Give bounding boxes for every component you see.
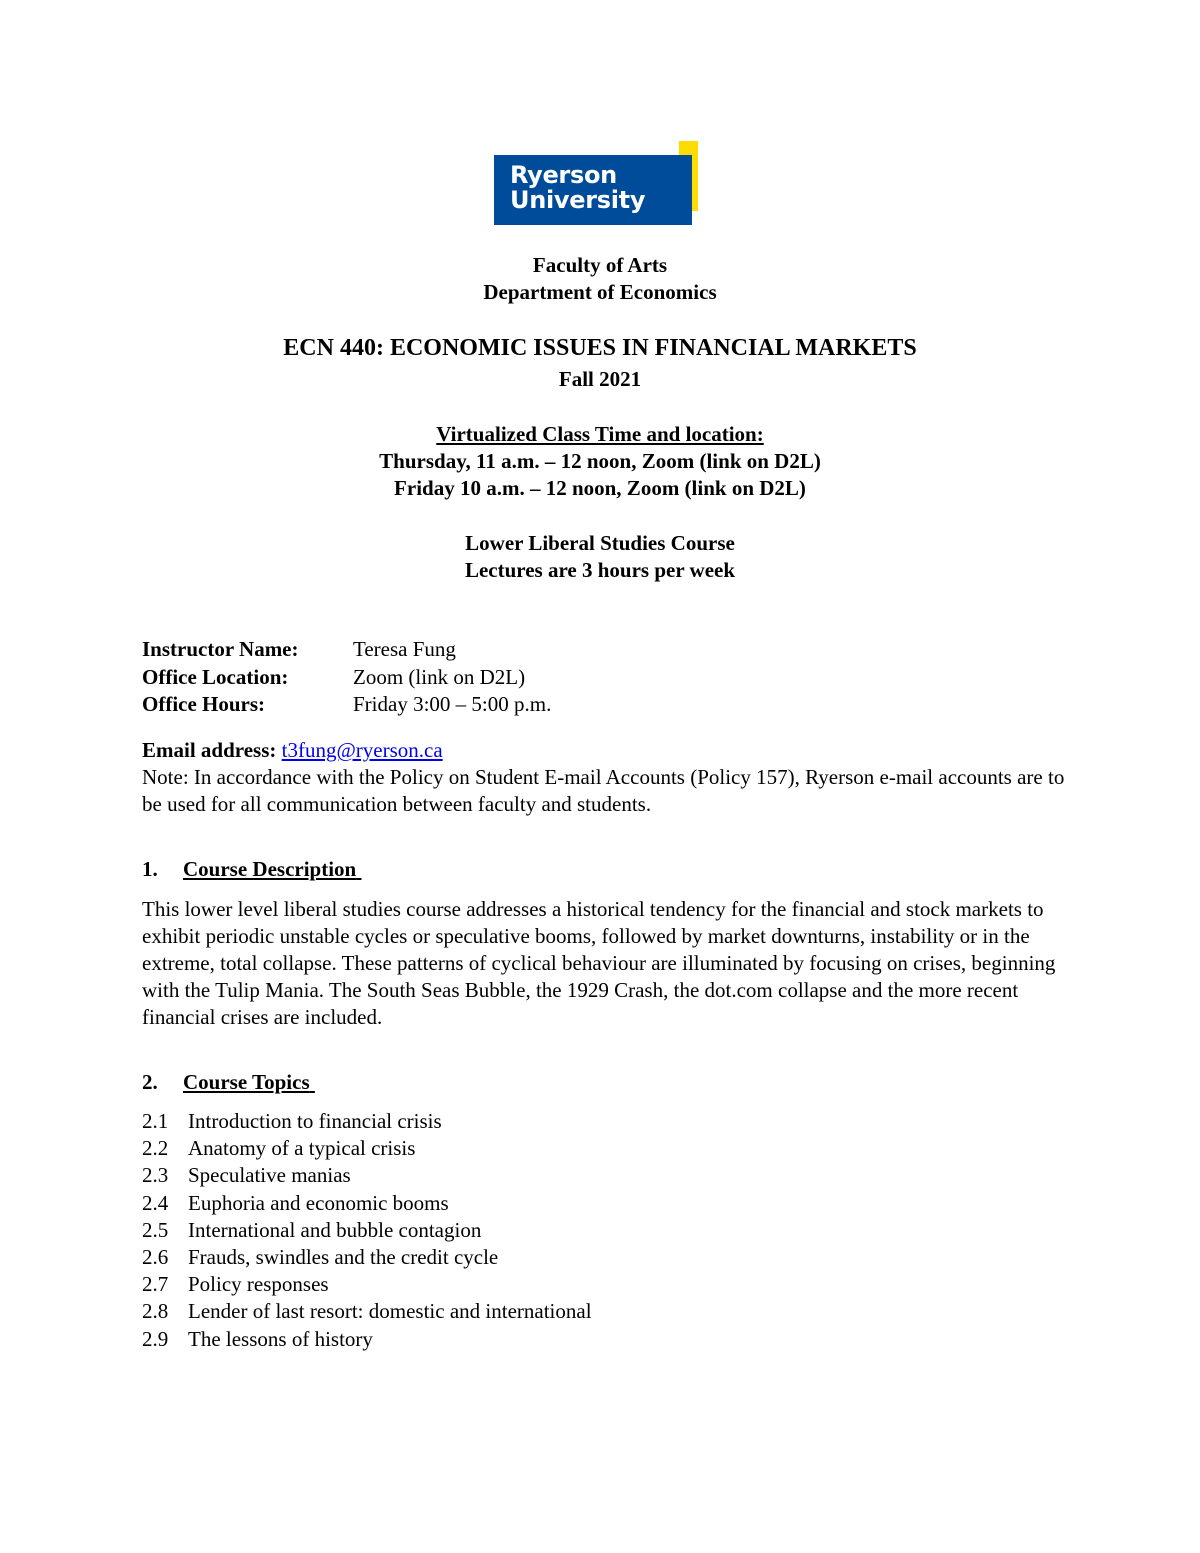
- topic-text: The lessons of history: [188, 1326, 373, 1351]
- topic-text: Introduction to financial crisis: [188, 1109, 442, 1133]
- class-time-heading: [0, 421, 1200, 448]
- section-1-title: Course Description: [183, 857, 357, 881]
- ryerson-logo: [494, 141, 706, 225]
- topic-number: 2.6: [142, 1245, 169, 1270]
- course-term: Fall 2021: [558, 367, 642, 391]
- topic-text: International and bubble contagion: [188, 1217, 482, 1242]
- email-note: Note: In accordance with the Policy on Student E-mail Accounts (Policy 157), Ryerson e-mail accounts are to be used for all communication between faculty and students.: [142, 765, 1065, 816]
- topic-text: Frauds, swindles and the credit cycle: [188, 1245, 499, 1270]
- department-name: Department of Economics: [483, 280, 717, 304]
- list-item: [142, 1108, 592, 1135]
- topic-number: 2.8: [142, 1299, 169, 1324]
- section-2-number: 2.: [142, 1070, 158, 1094]
- topic-text: Policy responses: [188, 1272, 329, 1297]
- section-1-number: 1.: [142, 857, 158, 881]
- office-hours-value: Friday 3:00 – 5:00 p.m.: [353, 692, 552, 716]
- course-title: ECN 440: ECONOMIC ISSUES IN FINANCIAL MARKETS: [283, 335, 917, 361]
- list-item: [142, 1217, 592, 1244]
- section-1-heading: [142, 856, 361, 883]
- instructor-name-value: Teresa Fung: [353, 637, 456, 661]
- topic-number: 2.1: [142, 1109, 169, 1133]
- topic-number: 2.7: [142, 1272, 169, 1297]
- class-time-friday: Friday 10 a.m. – 12 noon, Zoom (link on D2L): [394, 476, 806, 500]
- logo-line-2: University: [510, 186, 646, 214]
- office-location-row: [142, 664, 551, 692]
- list-item: [142, 1326, 592, 1353]
- office-hours-row: [142, 691, 551, 719]
- list-item: [142, 1271, 592, 1298]
- list-item: [142, 1298, 592, 1325]
- lecture-hours: Lectures are 3 hours per week: [464, 558, 736, 582]
- topic-number: 2.5: [142, 1217, 169, 1242]
- list-item: [142, 1244, 592, 1271]
- class-time-heading-text: Virtualized Class Time and location:: [436, 422, 764, 446]
- course-description: This lower level liberal studies course addresses a historical tendency for the financial and stock markets to exhibit periodic unstable cycles or speculative booms, followed by market downturns, instability or in the extreme, total collapse. These patterns of cyclical behaviour are illuminated by focusing on crises, beginning with the Tulip Mania. The South Seas Bubble, the 1929 Crash, the dot.com collapse and the more recent financial crises are included.: [142, 897, 1056, 1029]
- topic-text: Euphoria and economic booms: [188, 1190, 449, 1215]
- topic-number: 2.2: [142, 1136, 169, 1161]
- topic-text: Anatomy of a typical crisis: [188, 1136, 416, 1161]
- instructor-name-row: [142, 636, 551, 664]
- topic-text: Speculative manias: [188, 1163, 351, 1188]
- list-item: [142, 1190, 592, 1217]
- list-item: [142, 1162, 592, 1189]
- office-hours-label: Office Hours:: [142, 692, 266, 716]
- course-type: Lower Liberal Studies Course: [465, 531, 735, 555]
- email-label: Email address:: [142, 738, 277, 762]
- topic-number: 2.4: [142, 1190, 169, 1215]
- logo-text: [510, 163, 645, 213]
- topic-number: 2.3: [142, 1163, 169, 1188]
- office-location-value: Zoom (link on D2L): [353, 664, 526, 689]
- section-2-title: Course Topics: [183, 1070, 310, 1094]
- topic-text: Lender of last resort: domestic and international: [188, 1299, 592, 1324]
- class-time-thursday: Thursday, 11 a.m. – 12 noon, Zoom (link on D2L): [379, 449, 821, 473]
- instructor-info: [142, 636, 551, 719]
- section-2-heading: [142, 1069, 315, 1096]
- instructor-name-label: Instructor Name:: [142, 637, 299, 661]
- email-link[interactable]: t3fung@ryerson.ca: [281, 738, 443, 762]
- topic-list: [142, 1108, 592, 1353]
- list-item: [142, 1135, 592, 1162]
- faculty-name: Faculty of Arts: [532, 253, 668, 277]
- topic-number: 2.9: [142, 1326, 169, 1351]
- office-location-label: Office Location:: [142, 664, 289, 689]
- logo-line-1: Ryerson: [510, 161, 617, 189]
- email-line: [142, 737, 1072, 764]
- email-block: [142, 737, 1072, 818]
